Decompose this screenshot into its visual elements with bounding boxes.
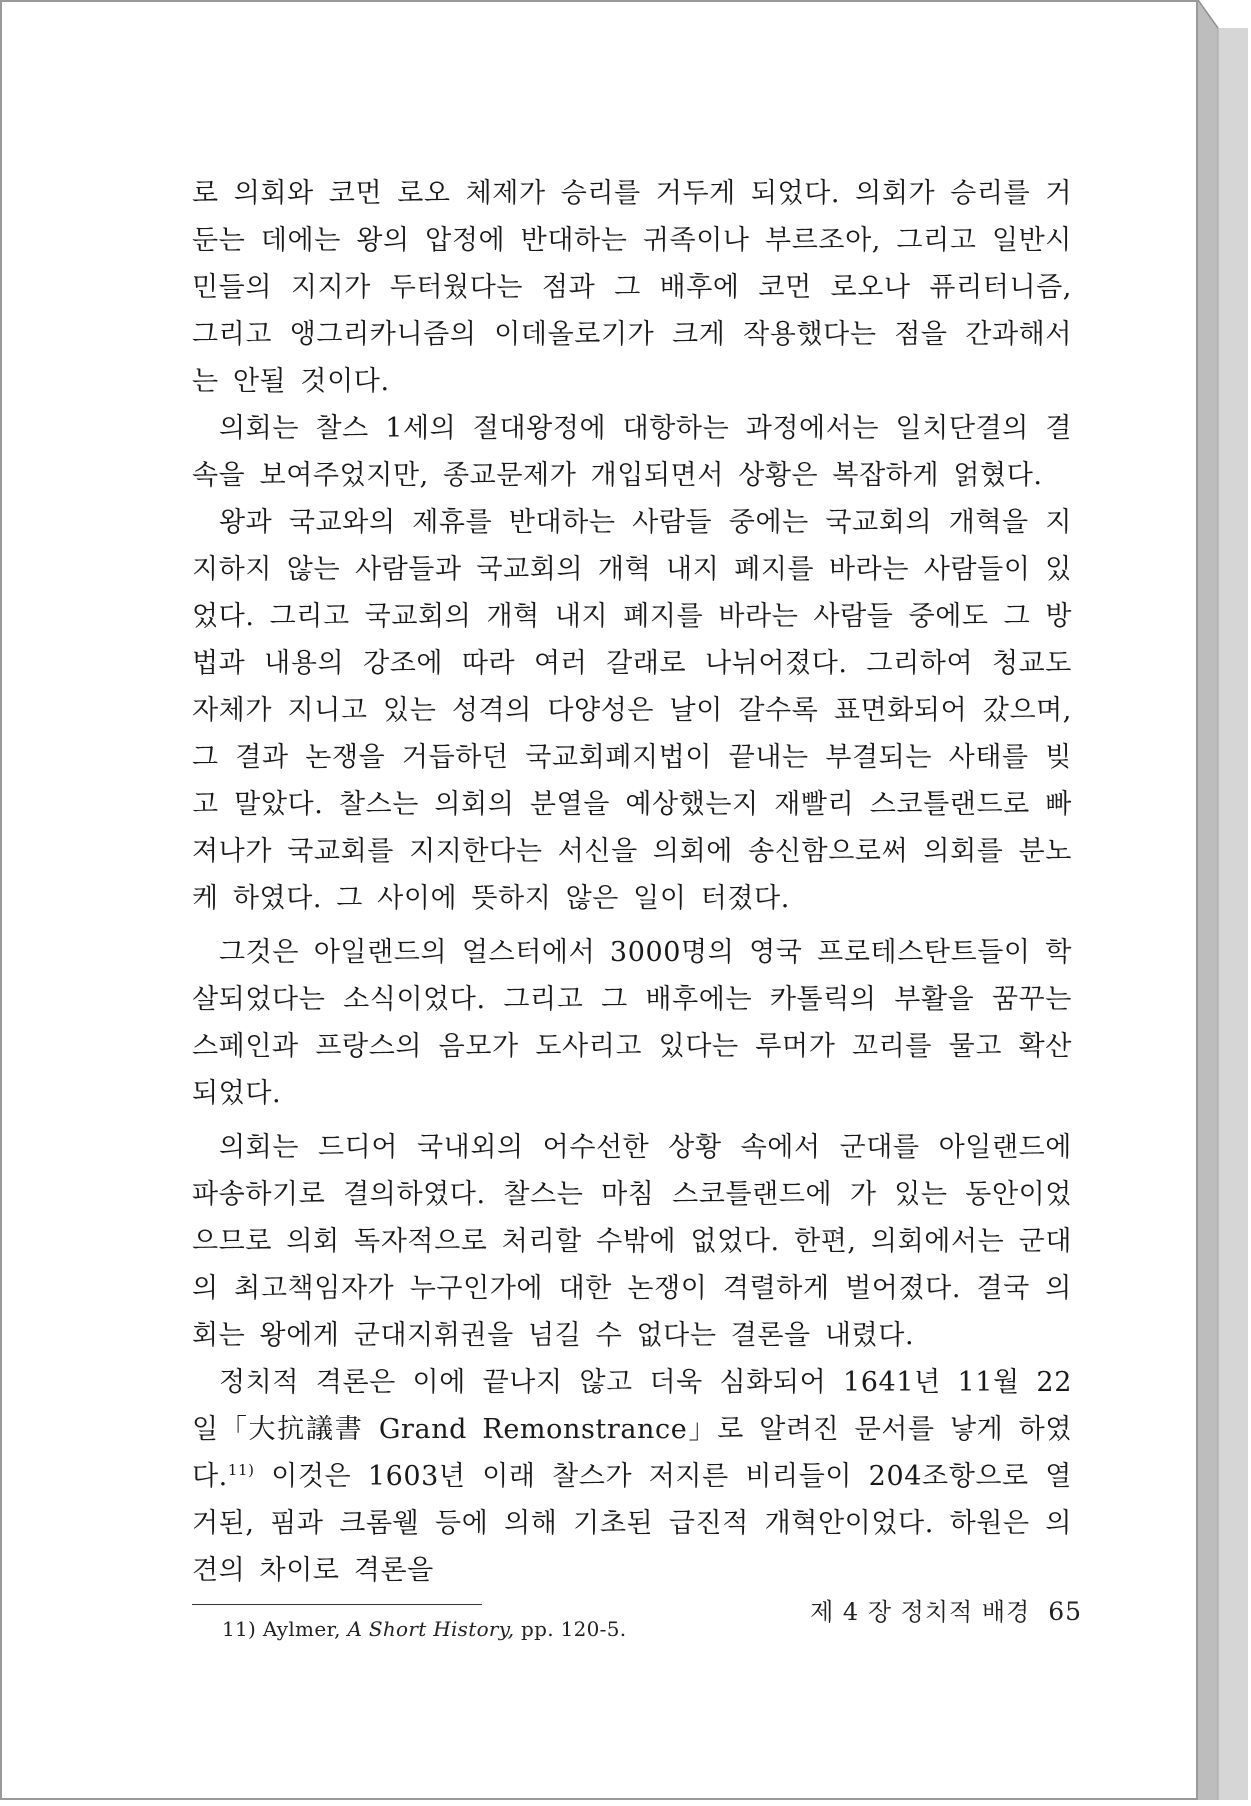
page-body: [192, 170, 1072, 1643]
paragraph-2: 의회는 찰스 1세의 절대왕정에 대항하는 과정에서는 일치단결의 결속을 보여주었지만, 종교문제가 개입되면서 상황은 복잡하게 얽혔다.: [192, 413, 1072, 491]
footnote-author: Aylmer,: [262, 1617, 341, 1641]
footnote-reference: 11): [227, 1461, 255, 1479]
paragraph-3: 왕과 국교와의 제휴를 반대하는 사람들 중에는 국교회의 개혁을 지지하지 않는 사람들과 국교회의 개혁 내지 폐지를 바라는 사람들이 있었다. 그리고 국교회의 개혁 내지 폐지를 바라는 사람들 중에도 그 방법과 내용의 강조에 따라 여러 갈래로 나뉘어졌다. 그리하여 청교도 자체가 지니고 있는 성격의 다양성은 날이 갈수록 표면화되어 갔으며, 그 결과 논쟁을 거듭하던 국교회폐지법이 끝내는 부결되는 사태를 빚고 말았다. 찰스는 의회의 분열을 예상했는지 재빨리 스코틀랜드로 빠져나가 국교회를 지지한다는 서신을 의회에 송신함으로써 의회를 분노케 하였다. 그 사이에 뜻하지 않은 일이 터졌다.: [192, 507, 1072, 914]
page-edge-graphic: [1198, 0, 1248, 1800]
footnote-marker: 11): [222, 1617, 257, 1641]
paragraph-6-text-a: 정치적 격론은 이에 끝나지 않고 더욱 심화되어 1641년 11월 22일「大抗議書 Grand Remonstrance」로 알려진 문서를 낳게 하였다.: [192, 1367, 1072, 1492]
page-number: 65: [1048, 1597, 1082, 1626]
paragraph-6: [192, 1359, 1072, 1594]
running-footer: [782, 1592, 1082, 1627]
footnote-rule: [192, 1604, 482, 1605]
paragraph-4: 그것은 아일랜드의 얼스터에서 3000명의 영국 프로테스탄트들이 학살되었다는 소식이었다. 그리고 그 배후에는 카톨릭의 부활을 꿈꾸는 스페인과 프랑스의 음모가 도사리고 있다는 루머가 꼬리를 물고 확산되었다.: [192, 937, 1072, 1109]
paragraph-5: 의회는 드디어 국내외의 어수선한 상황 속에서 군대를 아일랜드에 파송하기로 결의하였다. 찰스는 마침 스코틀랜드에 가 있는 동안이었으므로 의회 독자적으로 처리할 수밖에 없었다. 한편, 의회에서는 군대의 최고책임자가 누구인가에 대한 논쟁이 격렬하게 벌어졌다. 결국 의회는 왕에게 군대지휘권을 넘길 수 없다는 결론을 내렸다.: [192, 1132, 1072, 1351]
footnote-title: A Short History,: [347, 1617, 515, 1641]
chapter-title: 제 4 장 정치적 배경: [810, 1598, 1031, 1626]
paragraph-6-text-b: 이것은 1603년 이래 찰스가 저지른 비리들이 204조항으로 열거된, 핌과 크롬웰 등에 의해 기초된 급진적 개혁안이었다. 하원은 의견의 차이로 격론을: [192, 1461, 1072, 1586]
paragraph-1: 로 의회와 코먼 로오 체제가 승리를 거두게 되었다. 의회가 승리를 거둔는 데에는 왕의 압정에 반대하는 귀족이나 부르조아, 그리고 일반시민들의 지지가 두터웠다는 점과 그 배후에 코먼 로오나 퓨리터니즘, 그리고 앵그리카니즘의 이데올로기가 크게 작용했다는 점을 간과해서는 안될 것이다.: [192, 178, 1072, 397]
footnote-pages: pp. 120-5.: [521, 1617, 627, 1641]
page-edge-shadow: [1198, 0, 1248, 1800]
